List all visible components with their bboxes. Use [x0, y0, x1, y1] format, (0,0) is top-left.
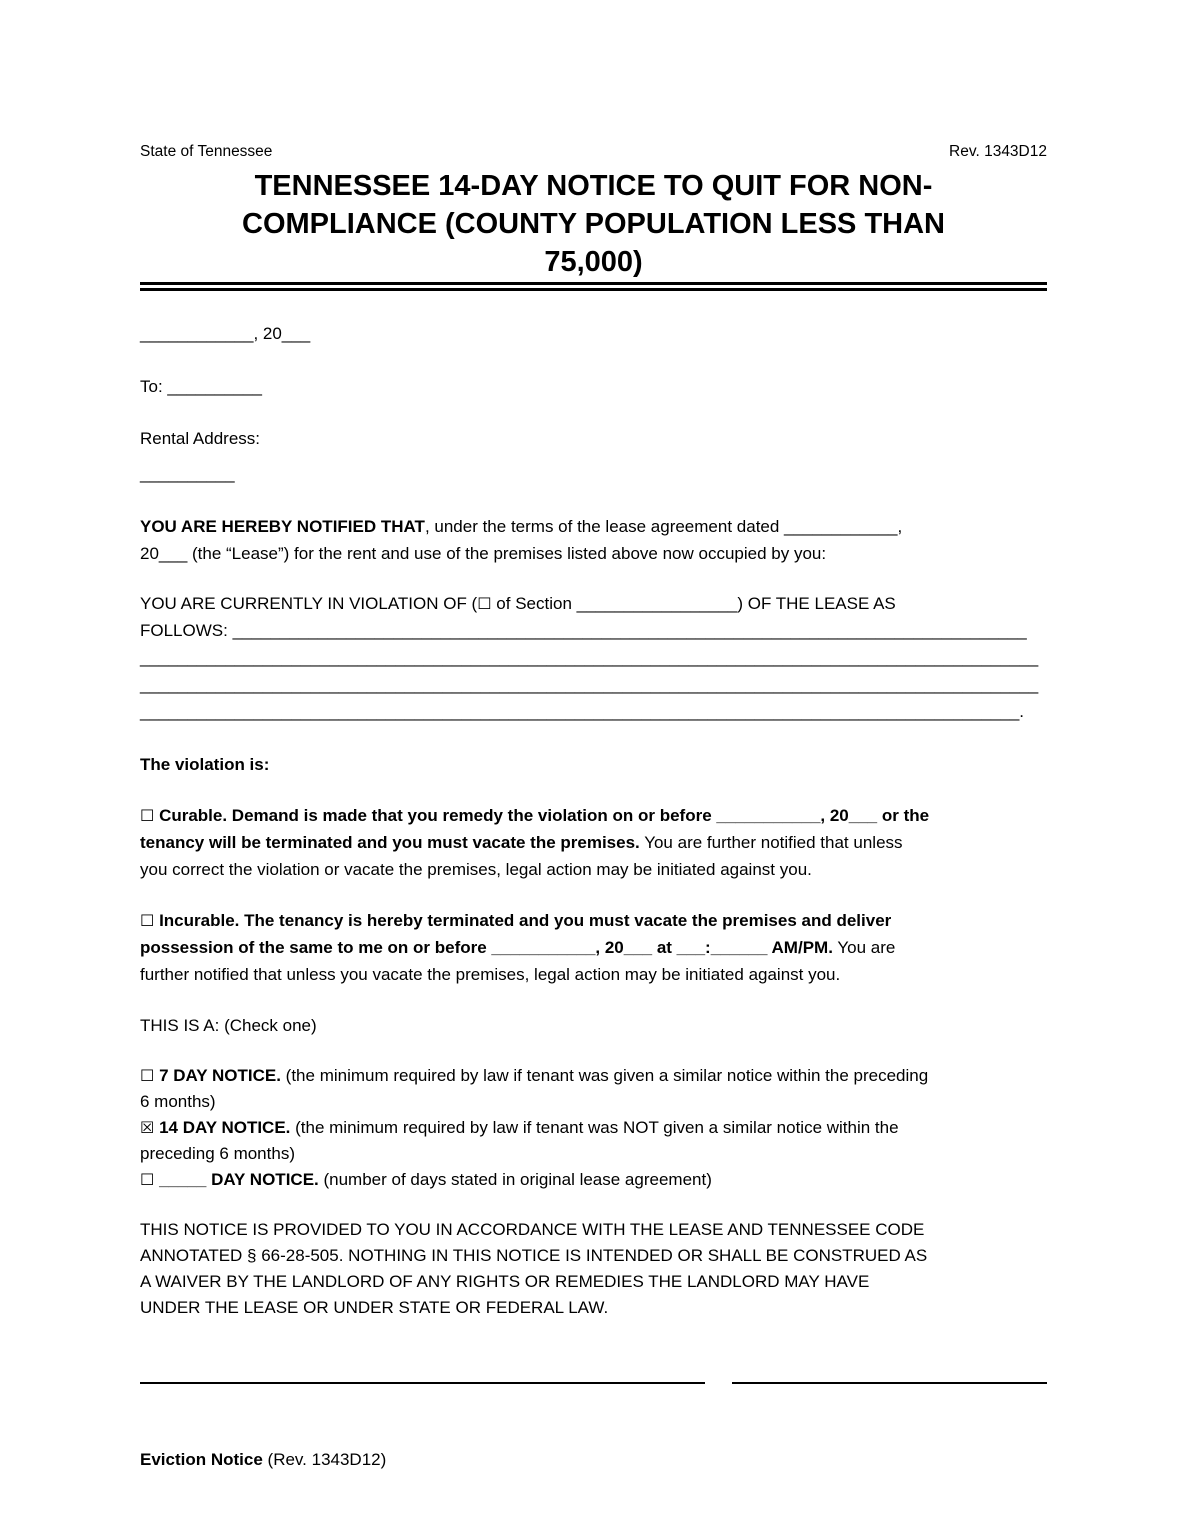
legal-text: UNDER THE LEASE OR UNDER STATE OR FEDERAL LAW. [140, 1298, 609, 1317]
check-one-label: THIS IS A: (Check one) [140, 1016, 317, 1035]
violation-description-field[interactable]: ____________________________________________________________________________________ [232, 621, 1027, 640]
rental-address-label: Rental Address: [140, 429, 261, 448]
date-field[interactable]: ____________, 20___ [140, 324, 311, 343]
notice-options [140, 1063, 1047, 1193]
document-header [140, 142, 1047, 161]
title-line: TENNESSEE 14-DAY NOTICE TO QUIT FOR NON- [254, 170, 933, 202]
incurable-text: You are [832, 938, 896, 957]
notified-bold-text: YOU ARE HEREBY NOTIFIED THAT [140, 517, 425, 536]
violation-description-field[interactable]: _______________________________________________________________________________________________ [140, 675, 1039, 694]
violation-heading: The violation is: [140, 755, 270, 774]
violation-paragraph [140, 590, 1047, 725]
option-7-day-label: 7 DAY NOTICE. [154, 1066, 281, 1085]
curable-line [140, 829, 1047, 856]
footer-title: Eviction Notice [140, 1450, 263, 1469]
violation-text: of Section _________________) OF THE LEASE AS [491, 594, 896, 613]
signature-line-left[interactable] [140, 1381, 705, 1384]
curable-bold-text: Curable. Demand is made that you remedy the violation on or before ___________, 20___ or the [154, 806, 930, 825]
option-7-day-text: (the minimum required by law if tenant was given a similar notice within the preceding [280, 1066, 929, 1085]
violation-description-field[interactable]: _______________________________________________________________________________________________ [140, 648, 1039, 667]
option-custom-day-text: (number of days stated in original lease agreement) [318, 1170, 712, 1189]
option-14-day-text: (the minimum required by law if tenant was NOT given a similar notice within the [290, 1118, 899, 1137]
to-label: To: [140, 377, 168, 396]
option-7-day-text: 6 months) [140, 1092, 216, 1111]
violation-description-field[interactable]: _____________________________________________________________________________________________. [140, 702, 1024, 721]
violation-text: YOU ARE CURRENTLY IN VIOLATION OF ( [140, 594, 478, 613]
title-divider [140, 282, 1047, 291]
incurable-bold-text: possession of the same to me on or before ___________, 20___ at ___:______ AM/PM. [140, 938, 833, 957]
state-label: State of Tennessee [140, 143, 273, 160]
option-14-day-text: preceding 6 months) [140, 1144, 295, 1163]
incurable-paragraph [140, 907, 1047, 988]
revision-label: Rev. 1343D12 [949, 143, 1047, 160]
incurable-text: further notified that unless you vacate the premises, legal action may be initiated against you. [140, 965, 841, 984]
rental-address-field[interactable]: __________ [140, 464, 235, 483]
footer-revision: (Rev. 1343D12) [262, 1450, 387, 1469]
notified-text: , under the terms of the lease agreement dated ____________, [424, 517, 903, 536]
notified-text: 20___ (the “Lease”) for the rent and use of the premises listed above now occupied by you: [140, 544, 827, 563]
notice-7day-checkbox[interactable]: ☐ [140, 1066, 155, 1085]
notice-custom-checkbox[interactable]: ☐ [140, 1170, 155, 1189]
legal-text: A WAIVER BY THE LANDLORD OF ANY RIGHTS OR REMEDIES THE LANDLORD MAY HAVE [140, 1272, 870, 1291]
legal-text: THIS NOTICE IS PROVIDED TO YOU IN ACCORDANCE WITH THE LEASE AND TENNESSEE CODE [140, 1220, 925, 1239]
notified-paragraph [140, 513, 1047, 567]
signature-line-right[interactable] [732, 1381, 1047, 1384]
option-custom-day [140, 1167, 1047, 1193]
legal-text: ANNOTATED § 66-28-505. NOTHING IN THIS NOTICE IS INTENDED OR SHALL BE CONSTRUED AS [140, 1246, 928, 1265]
document-footer [140, 1446, 1047, 1473]
to-field[interactable]: __________ [167, 377, 262, 396]
title-line: COMPLIANCE (COUNTY POPULATION LESS THAN [242, 208, 945, 240]
title-line: 75,000) [544, 246, 643, 278]
violation-follows-line [140, 617, 1047, 644]
incurable-bold-text: Incurable. The tenancy is hereby terminated and you must vacate the premises and deliver [154, 911, 892, 930]
to-line [140, 373, 1047, 400]
page-title [140, 167, 1047, 281]
notice-14day-checkbox[interactable]: ☒ [140, 1118, 155, 1137]
curable-bold-text: tenancy will be terminated and you must vacate the premises. [140, 833, 640, 852]
signature-row [140, 1381, 1047, 1384]
incurable-checkbox[interactable]: ☐ [140, 911, 155, 930]
option-14-day [140, 1115, 1047, 1167]
option-14-day-label: 14 DAY NOTICE. [154, 1118, 291, 1137]
legal-paragraph [140, 1217, 1047, 1321]
curable-text: You are further notified that unless [639, 833, 903, 852]
curable-paragraph [140, 802, 1047, 883]
follows-label: FOLLOWS: [140, 621, 233, 640]
curable-text: you correct the violation or vacate the premises, legal action may be initiated against you. [140, 860, 812, 879]
option-custom-day-label: _____ DAY NOTICE. [154, 1170, 319, 1189]
section-checkbox[interactable]: ☐ [477, 594, 492, 613]
curable-checkbox[interactable]: ☐ [140, 806, 155, 825]
option-7-day [140, 1063, 1047, 1115]
incurable-line [140, 934, 1047, 961]
